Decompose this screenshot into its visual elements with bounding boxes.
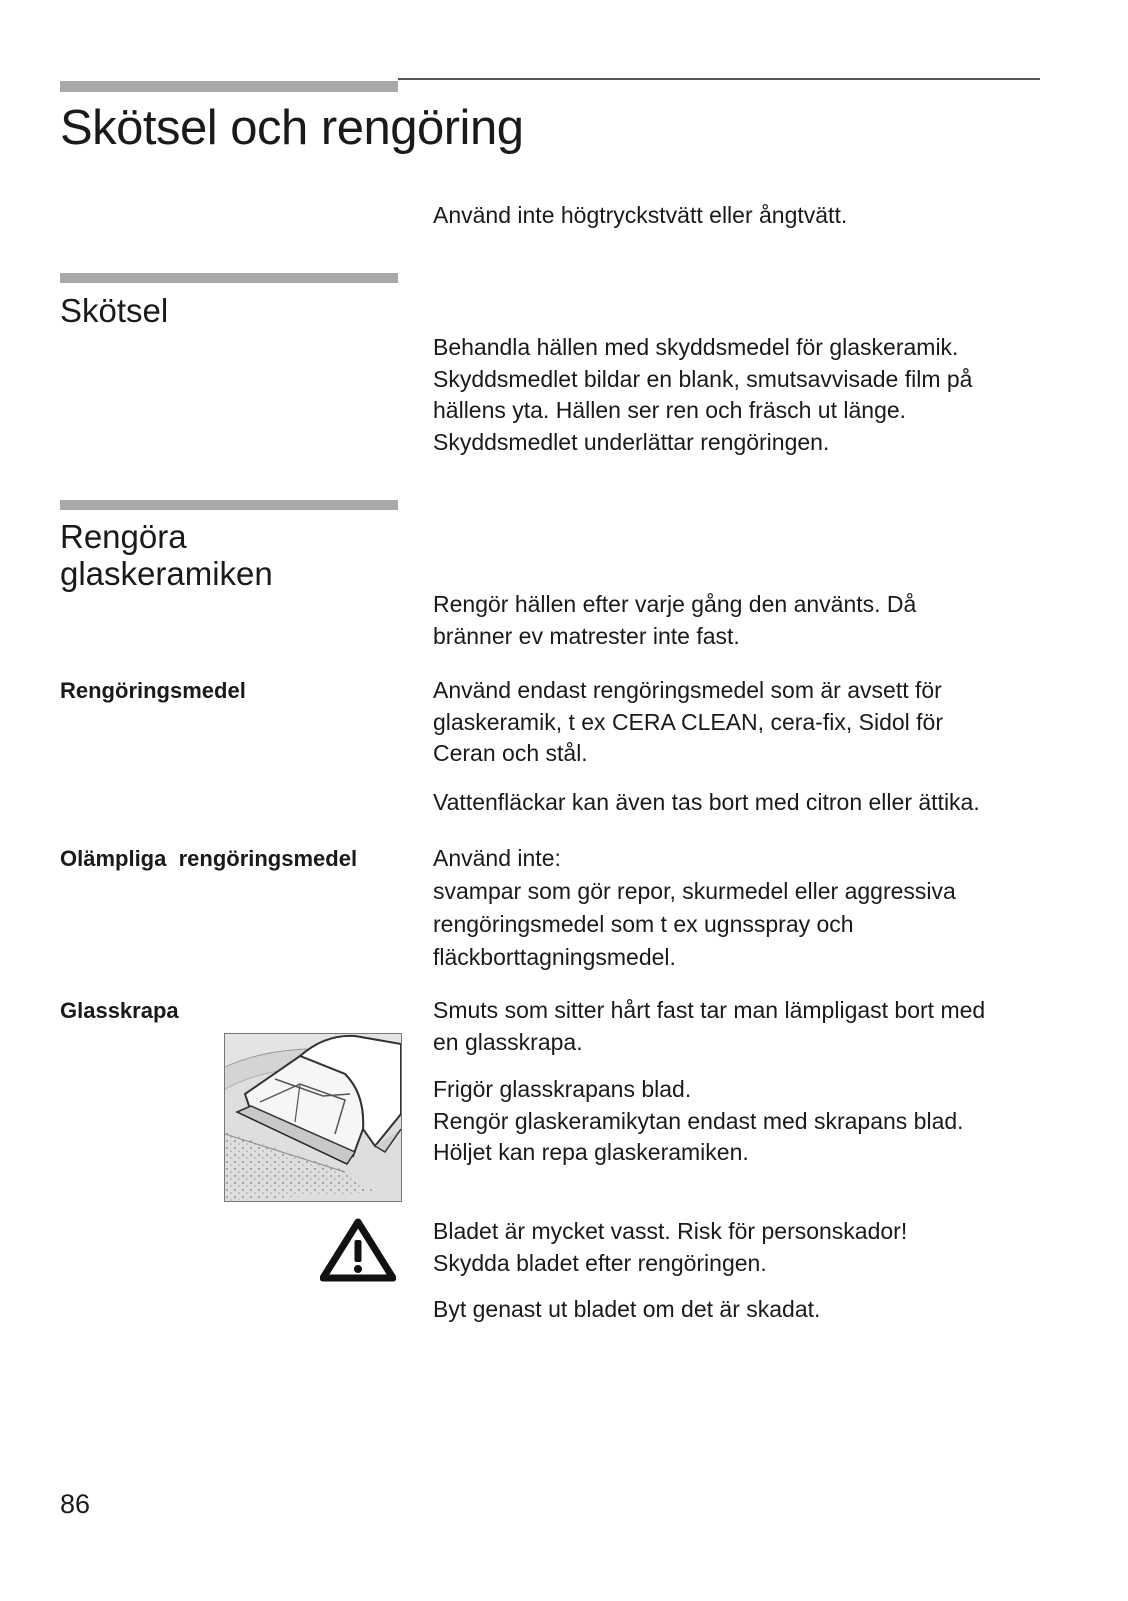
cleaning-agents-line: glaskeramik, t ex CERA CLEAN, cera-fix, Sidol för [433, 708, 943, 735]
cleaning-section-bar [60, 500, 398, 510]
cleaning-agents-text [433, 675, 943, 770]
unsuitable-line: Använd inte: [433, 845, 561, 871]
cleaning-agents-line: Ceran och stål. [433, 740, 588, 766]
warning-triangle-drawing [320, 1218, 396, 1282]
cleaning-agents-line: Använd endast rengöringsmedel som är avsett för [433, 677, 942, 703]
cleaning-agents-label: Rengöringsmedel [60, 678, 246, 703]
scraper-instruction-line: Höljet kan repa glaskeramiken. [433, 1139, 749, 1165]
care-text [433, 332, 972, 458]
title-rule [398, 78, 1040, 80]
care-line: Skyddsmedlet bildar en blank, smutsavvisade film på [433, 365, 973, 392]
glass-scraper-illustration [224, 1033, 402, 1202]
cleaning-intro-line: bränner ev matrester inte fast. [433, 622, 740, 649]
water-stains-text: Vattenfläckar kan även tas bort med citron eller ättika. [433, 789, 980, 815]
warning-triangle-icon [320, 1218, 396, 1282]
care-section-bar [60, 273, 398, 283]
replace-blade-text: Byt genast ut bladet om det är skadat. [433, 1296, 821, 1322]
unsuitable-line: fläckborttagningsmedel. [433, 944, 676, 970]
unsuitable-line: svampar som gör repor, skurmedel eller aggressiva [433, 878, 956, 904]
scraper-line: en glasskrapa. [433, 1028, 583, 1055]
cleaning-heading [60, 518, 273, 592]
glass-scraper-label: Glasskrapa [60, 998, 179, 1023]
warning-line: Bladet är mycket vasst. Risk för personskador! [433, 1218, 908, 1244]
page-number: 86 [60, 1489, 91, 1519]
warning-text [433, 1216, 907, 1279]
cleaning-intro-line: Rengör hällen efter varje gång den använts. Då [433, 591, 917, 617]
care-line: Skyddsmedlet underlättar rengöringen. [433, 428, 830, 455]
scraper-instructions [433, 1074, 964, 1169]
care-line: hällens yta. Hällen ser ren och fräsch ut länge. [433, 397, 907, 423]
cleaning-intro [433, 589, 916, 652]
unsuitable-agents-label: Olämpliga rengöringsmedel [60, 846, 358, 871]
intro-text: Använd inte högtryckstvätt eller ångtvätt. [433, 202, 848, 228]
glass-scraper-drawing [225, 1034, 401, 1201]
warning-line: Skydda bladet efter rengöringen. [433, 1249, 767, 1276]
care-heading: Skötsel [60, 292, 169, 329]
scraper-instruction-line: Frigör glasskrapans blad. [433, 1076, 692, 1102]
cleaning-heading-line: glaskeramiken [60, 555, 273, 592]
cleaning-heading-line: Rengöra [60, 518, 187, 555]
title-bar [60, 81, 398, 92]
unsuitable-line: rengöringsmedel som t ex ugnsspray och [433, 911, 854, 937]
page-title: Skötsel och rengöring [60, 101, 524, 155]
unsuitable-agents-text [433, 842, 956, 974]
scraper-line: Smuts som sitter hårt fast tar man lämpligast bort med [433, 997, 986, 1023]
glass-scraper-text [433, 995, 985, 1058]
care-line: Behandla hällen med skyddsmedel för glaskeramik. [433, 334, 959, 360]
scraper-instruction-line: Rengör glaskeramikytan endast med skrapans blad. [433, 1107, 964, 1134]
